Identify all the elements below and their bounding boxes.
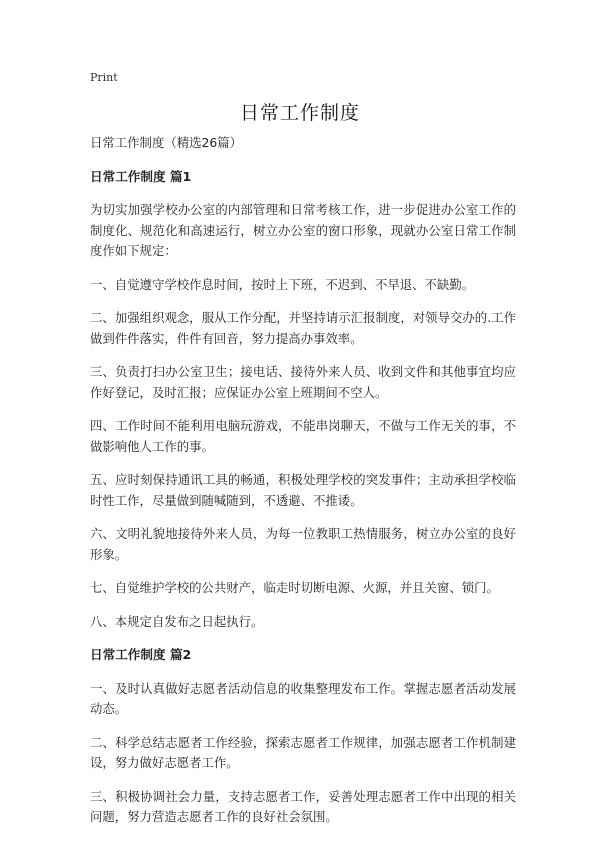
page-title: 日常工作制度 [239, 102, 360, 124]
document-subtitle: 日常工作制度（精选26篇） [90, 135, 243, 150]
document-body [90, 133, 516, 841]
paragraph: 三、负责打扫办公室卫生；接电话、接待外来人员、收到文件和其他事宜均应作好登记，及时汇报；应保证办公室上班期间不空人。 [90, 364, 516, 400]
paragraph: 六、文明礼貌地接待外来人员，为每一位教职工热情服务，树立办公室的良好形象。 [90, 526, 516, 562]
paragraph: 五、应时刻保持通讯工具的畅通，积极处理学校的突发事件；主动承担学校临时性工作，尽量做到随喊随到，不透避、不推诿。 [90, 472, 516, 508]
paragraph: 二、加强组织观念，服从工作分配，并坚持请示汇报制度，对领导交办的.工作做到件件落实，件件有回音，努力提高办事效率。 [90, 310, 516, 346]
paragraph: 三、积极协调社会力量，支持志愿者工作，妥善处理志愿者工作中出现的相关问题，努力营造志愿者工作的良好社会氛围。 [90, 788, 516, 824]
print-label[interactable]: Print [90, 71, 118, 84]
section-heading: 日常工作制度 篇2 [90, 647, 192, 662]
paragraph: 一、及时认真做好志愿者活动信息的收集整理发布工作。掌握志愿者活动发展动态。 [90, 680, 516, 716]
paragraph: 四、工作时间不能利用电脑玩游戏，不能串岗聊天，不做与工作无关的事，不做影响他人工作的事。 [90, 418, 516, 454]
paragraph: 二、科学总结志愿者工作经验，探索志愿者工作规律，加强志愿者工作机制建设，努力做好志愿者工作。 [90, 734, 516, 770]
paragraph: 一、自觉遵守学校作息时间，按时上下班，不迟到、不早退、不缺勤。 [90, 276, 475, 292]
section-heading: 日常工作制度 篇1 [90, 168, 192, 184]
paragraph: 为切实加强学校办公室的内部管理和日常考核工作，进一步促进办公室工作的制度化、规范化和高速运行，树立办公室的窗口形象，现就办公室日常工作制度作如下规定： [90, 202, 516, 258]
paragraph: 七、自觉维护学校的公共财产，临走时切断电源、火源，并且关窗、锁门。 [90, 580, 499, 595]
paragraph: 八、本规定自发布之日起执行。 [90, 613, 264, 629]
